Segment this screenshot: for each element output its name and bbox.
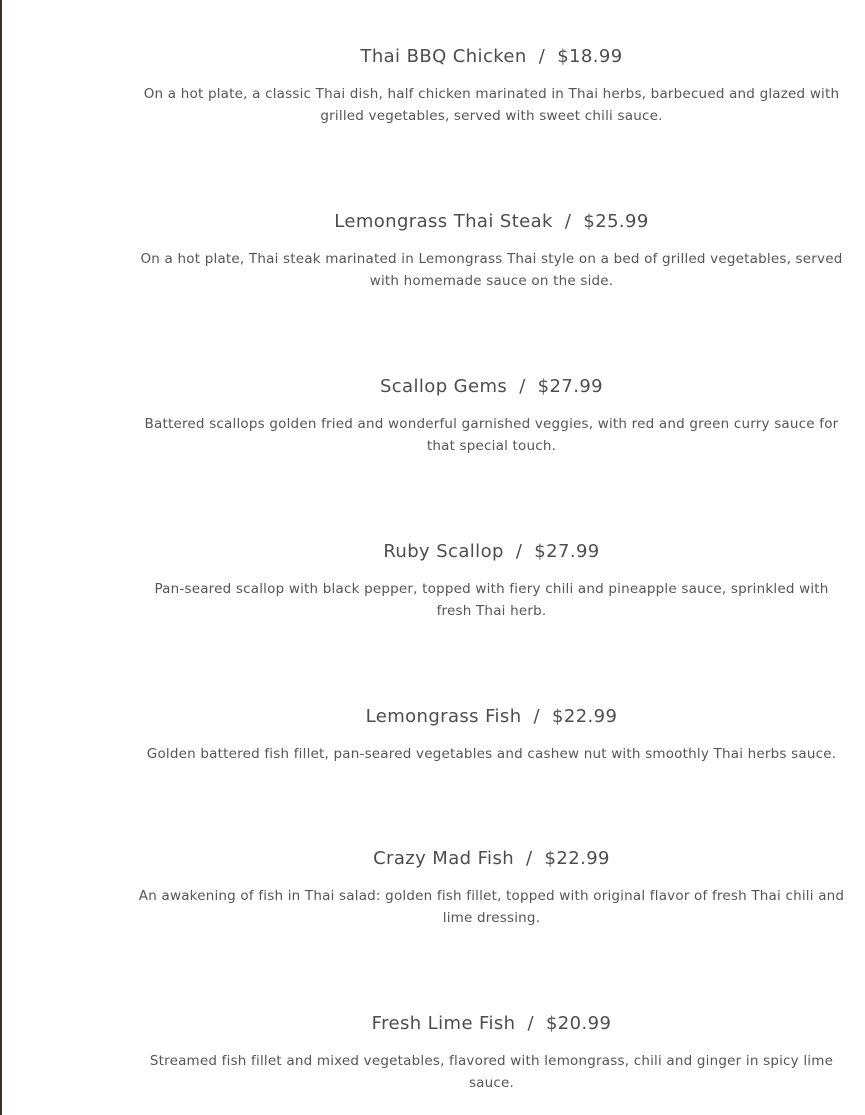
menu-item-ruby-scallop bbox=[137, 540, 846, 622]
menu-item-description: An awakening of fish in Thai salad: golden fish fillet, topped with original flavor of fresh Thai chili and lime dressing. bbox=[138, 888, 845, 926]
menu-item-separator: / bbox=[527, 1013, 534, 1034]
menu-item-price: $22.99 bbox=[551, 706, 618, 727]
menu-item-price: $25.99 bbox=[583, 211, 649, 232]
menu-item-description: Battered scallops golden fried and wonderful garnished veggies, with red and green curry sauce for that special touch. bbox=[144, 416, 839, 454]
menu-item-name: Lemongrass Thai Steak bbox=[334, 211, 553, 232]
menu-item-separator: / bbox=[519, 376, 526, 397]
menu-item-name: Thai BBQ Chicken bbox=[360, 46, 527, 67]
menu-item-name: Scallop Gems bbox=[379, 376, 508, 397]
menu-item-name: Fresh Lime Fish bbox=[371, 1013, 516, 1034]
menu-item-fresh-lime-fish bbox=[137, 1012, 846, 1094]
menu-item-crazy-mad-fish bbox=[137, 847, 846, 929]
menu-item-description: Streamed fish fillet and mixed vegetables, flavored with lemongrass, chili and ginger in spicy lime sauce. bbox=[149, 1053, 834, 1091]
menu-item-separator: / bbox=[538, 46, 546, 67]
menu-item-title bbox=[137, 210, 846, 234]
left-border-rule bbox=[0, 0, 2, 1115]
menu-item-title bbox=[137, 45, 846, 69]
menu-item-description: Pan-seared scallop with black pepper, topped with fiery chili and pineapple sauce, sprinkled with fresh Thai herb. bbox=[154, 581, 829, 619]
menu-item-separator: / bbox=[564, 211, 572, 232]
menu-item-description: On a hot plate, Thai steak marinated in Lemongrass Thai style on a bed of grilled vegetables, served with homemade sauce on the side. bbox=[140, 251, 843, 289]
menu-item-separator: / bbox=[526, 848, 533, 869]
menu-item-price: $27.99 bbox=[534, 541, 600, 562]
menu-item-price: $18.99 bbox=[557, 46, 623, 67]
menu-item-separator: / bbox=[533, 706, 540, 727]
menu-item-name: Ruby Scallop bbox=[383, 541, 504, 562]
menu-item-description: On a hot plate, a classic Thai dish, half chicken marinated in Thai herbs, barbecued and glazed with grilled vegetables, served with sweet chili sauce. bbox=[143, 86, 840, 124]
menu-item-price: $20.99 bbox=[545, 1013, 612, 1034]
menu-item-title bbox=[137, 847, 846, 871]
menu-item-description: Golden battered fish fillet, pan-seared vegetables and cashew nut with smoothly Thai herbs sauce. bbox=[146, 746, 837, 762]
menu-item-title bbox=[137, 375, 846, 399]
menu-item-scallop-gems bbox=[137, 375, 846, 457]
menu-item-title bbox=[137, 705, 846, 729]
menu-item-title bbox=[137, 1012, 846, 1036]
menu-item-name: Lemongrass Fish bbox=[365, 706, 522, 727]
menu-item-price: $22.99 bbox=[544, 848, 610, 869]
menu-item-thai-bbq-chicken bbox=[137, 45, 846, 127]
menu-item-price: $27.99 bbox=[537, 376, 604, 397]
menu-item-lemongrass-thai-steak bbox=[137, 210, 846, 292]
menu-item-lemongrass-fish bbox=[137, 705, 846, 765]
menu-item-title bbox=[137, 540, 846, 564]
menu-item-separator: / bbox=[515, 541, 523, 562]
menu-item-name: Crazy Mad Fish bbox=[373, 848, 515, 869]
